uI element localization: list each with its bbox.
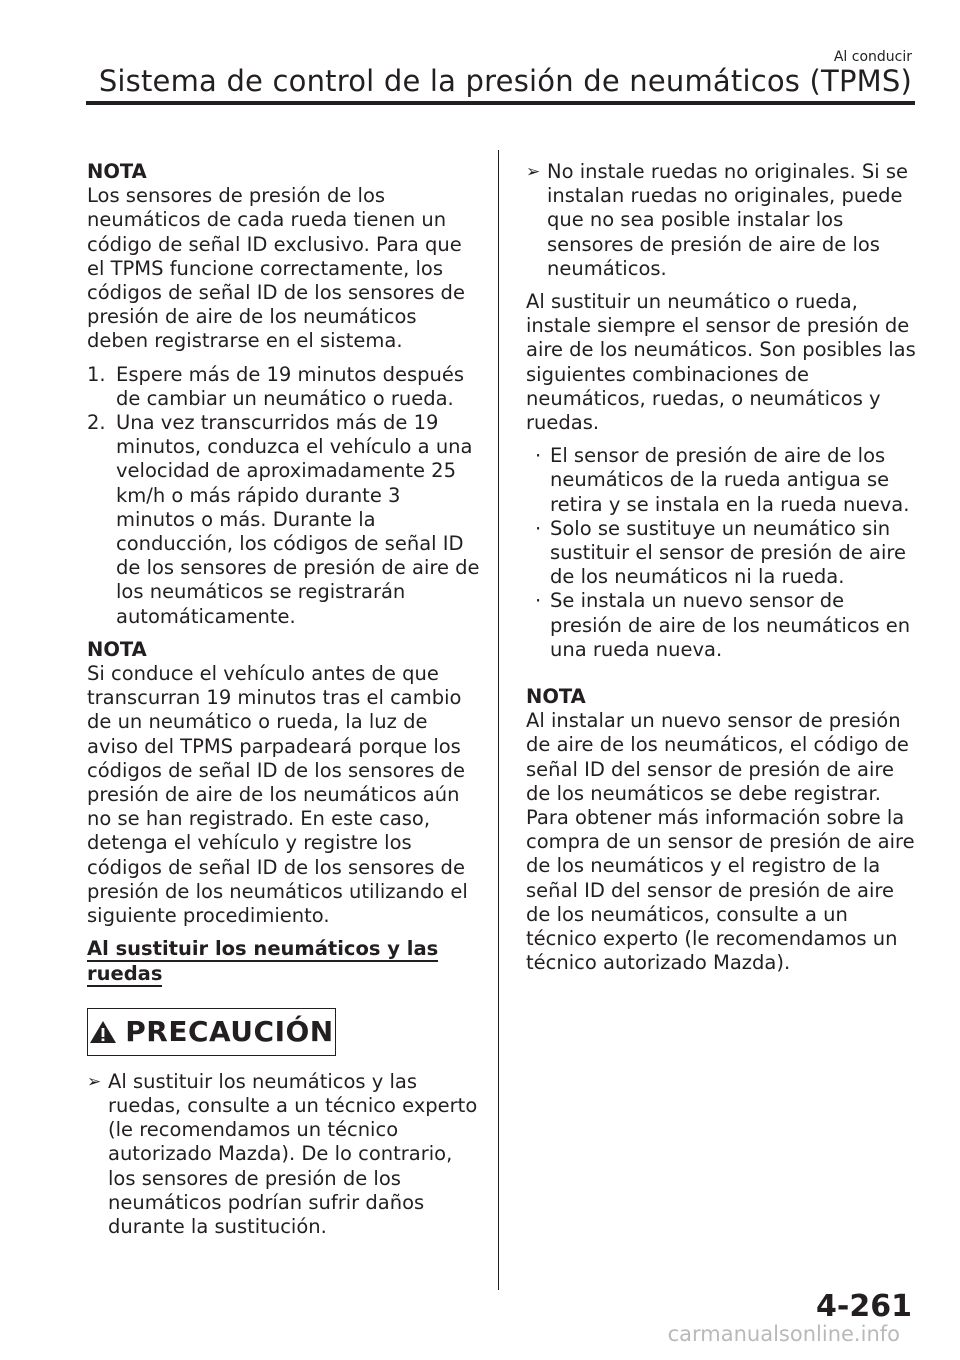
caution-box [87,1008,336,1056]
title-rule [86,101,915,105]
dot-bullet-icon: · [535,516,542,540]
arrow-bullet-icon: ➢ [87,1071,102,1092]
nota-text: Al instalar un nuevo sensor de presión de aire de los neumáticos, el código de señal ID del sensor de presión de aire de los neumáticos se debe registrar. Para obtener más información sobre la compra de un sensor de presión de aire de los neumáticos y el registro de la señal ID del sensor de presión de aire de los neumáticos, consulte a un técnico experto (le recomendamos un técnico autorizado Mazda). [526,709,915,975]
nota-heading: NOTA [526,685,586,709]
step-number: 2. [87,411,106,435]
dot-bullet-icon: · [535,589,542,613]
step-text: Espere más de 19 minutos después de cambiar un neumático o rueda. [116,362,465,410]
spacer [526,671,921,685]
section-label: Al conducir [833,49,912,65]
caution-label: PRECAUCIÓN [125,1014,334,1048]
body-paragraph: Al sustituir un neumático o rueda, instale siempre el sensor de presión de aire de los neumáticos. Son posibles las siguientes combinaciones de neumáticos, ruedas, o neumáticos y ruedas. [526,290,916,435]
page-number: 4-261 [816,1289,912,1324]
page-title: Sistema de control de la presión de neumáticos (TPMS) [98,64,912,98]
subheading: Al sustituir los neumáticos y las ruedas [87,937,439,985]
nota-text: Si conduce el vehículo antes de que transcurran 19 minutos tras el cambio de un neumático o rueda, la luz de aviso del TPMS parpadeará porque los códigos de señal ID de los sensores de presión de aire de los neumáticos aún no se han registrado. En este caso, detenga el vehículo y registre los códigos de señal ID de los sensores de presión de los neumáticos utilizando el siguiente procedimiento. [87,662,468,928]
nota-heading: NOTA [87,160,147,183]
step-item [87,411,482,629]
list-item [530,444,921,517]
watermark: carmanualsonline.info [667,1322,900,1346]
combination-list [526,444,921,662]
list-item [530,517,921,590]
numbered-steps [87,363,482,629]
step-text: Una vez transcurridos más de 19 minutos, conduzca el vehículo a una velocidad de aproximadamente 25 km/h o más rápido durante 3 minutos o más. Durante la conducción, los códigos de señal ID de los sensores de presión de aire de los neumáticos se registrarán automáticamente. [116,411,480,628]
caution-item-text: No instale ruedas no originales. Si se instalan ruedas no originales, puede que no sea posible instalar los sensores de presión de aire de los neumáticos. [547,160,908,280]
list-item-text: Solo se sustituye un neumático sin sustituir el sensor de presión de aire de los neumáticos ni la rueda. [550,516,906,589]
warning-triangle-icon [89,1020,117,1044]
list-item [530,589,921,662]
list-item-text: El sensor de presión de aire de los neumáticos de la rueda antigua se retira y se instala en la rueda nueva. [550,444,910,516]
list-item-text: Se instala un nuevo sensor de presión de aire de los neumáticos en una rueda nueva. [550,589,911,661]
caution-item [87,1070,482,1239]
step-number: 1. [87,362,106,386]
caution-item [526,160,921,281]
arrow-bullet-icon: ➢ [526,162,541,182]
right-column [526,160,921,985]
nota-heading: NOTA [87,637,147,661]
nota-text: Los sensores de presión de los neumáticos de cada rueda tienen un código de señal ID exclusivo. Para que el TPMS funcione correctamente, los códigos de señal ID de los sensores de presión de aire de los neumáticos deben registrarse en el sistema. [87,184,465,353]
step-item [87,363,482,411]
subheading-wrapper [87,937,482,985]
column-divider [498,150,499,1290]
dot-bullet-icon: · [535,444,542,468]
left-column [87,160,482,1248]
caution-item-text: Al sustituir los neumáticos y las ruedas, consulte a un técnico experto (le recomendamos un técnico autorizado Mazda). De lo contrario, los sensores de presión de los neumáticos podrían sufrir daños durante la sustitución. [108,1069,478,1238]
